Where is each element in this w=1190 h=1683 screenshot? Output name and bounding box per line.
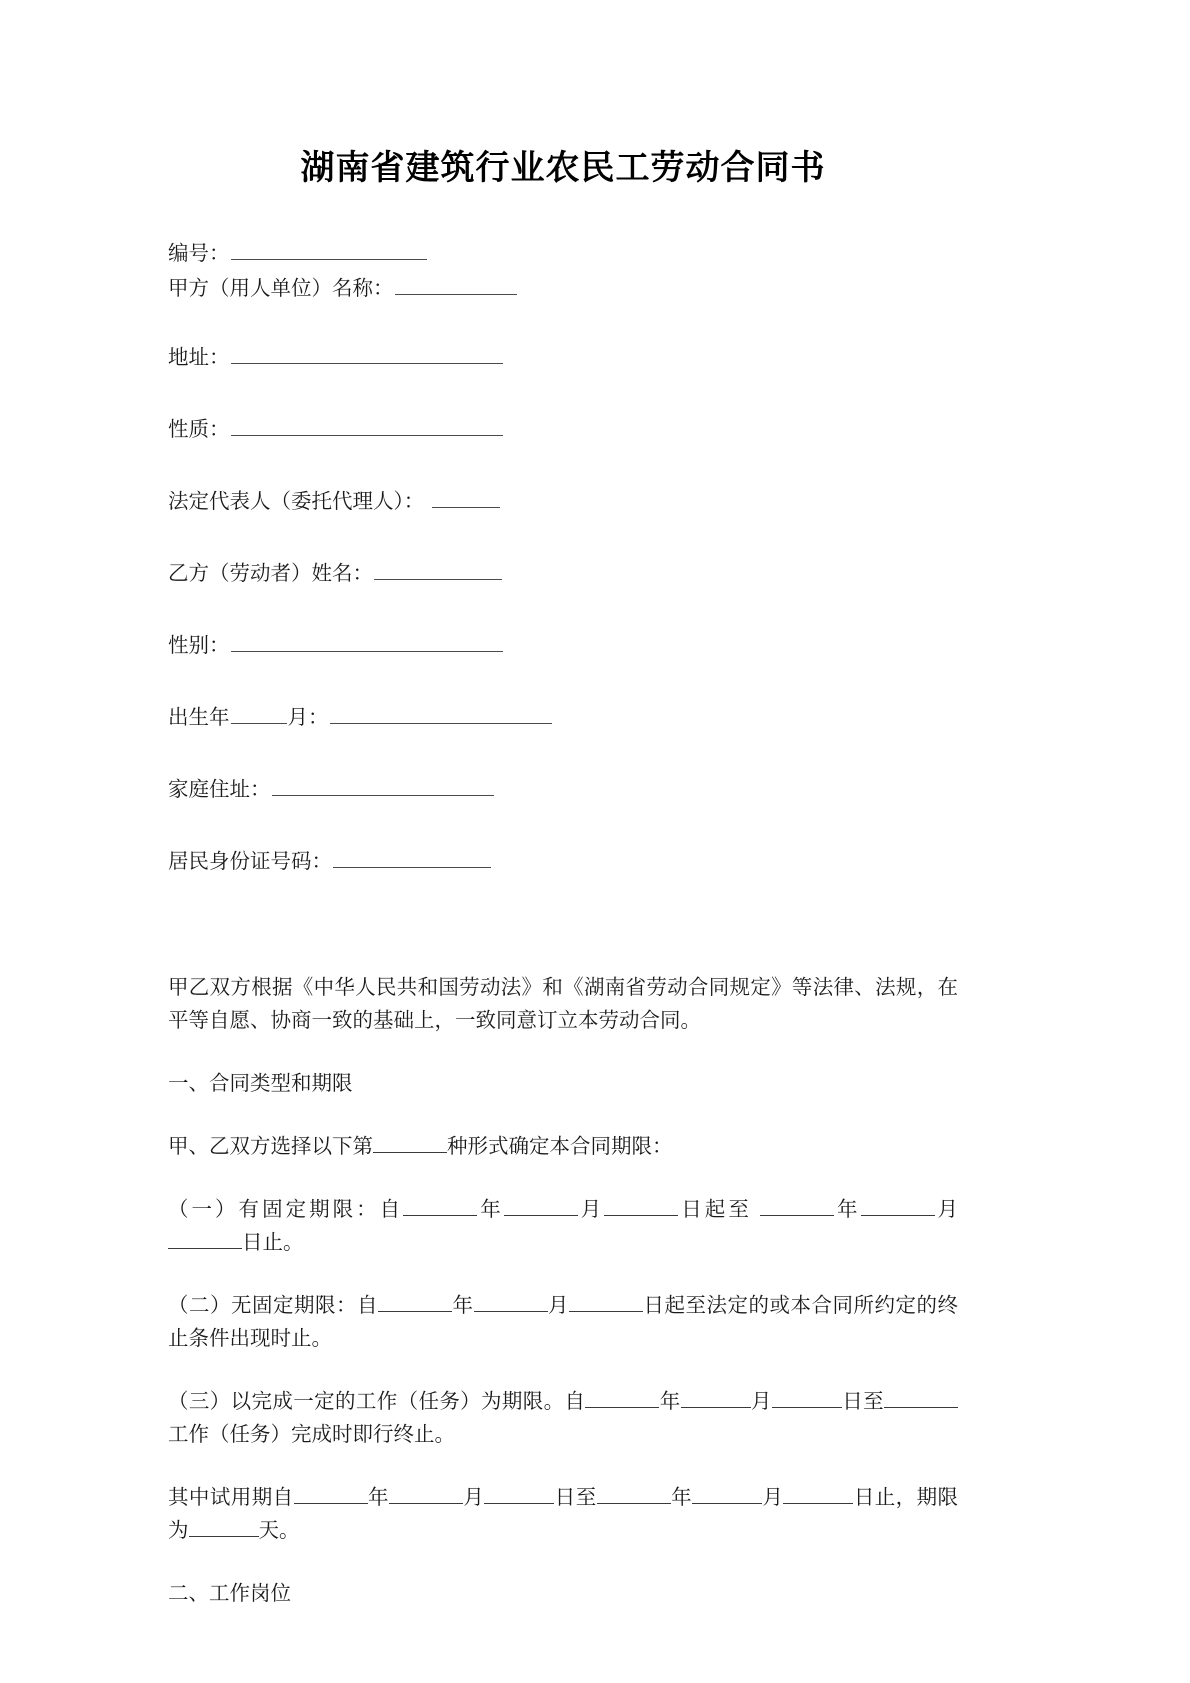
text-run: （二）无固定期限：自 — [168, 1294, 378, 1317]
text-run: （一）有固定期限：自 — [168, 1198, 404, 1221]
text-run: 月 — [750, 1390, 772, 1413]
field-label-id-number: 居民身份证号码： — [168, 850, 332, 873]
field-label-birth-month: 月： — [287, 706, 329, 729]
field-label-worker-name: 乙方（劳动者）姓名： — [168, 562, 373, 585]
text-run: 年 — [452, 1294, 474, 1317]
section-heading-work-position: 二、工作岗位 — [168, 1582, 291, 1605]
paragraph-option-open-ended — [168, 1290, 958, 1356]
blank-probation-days[interactable] — [189, 1516, 259, 1536]
text-run: 月 — [762, 1486, 784, 1509]
text-run: 年 — [833, 1198, 861, 1221]
blank-contract-number[interactable] — [231, 239, 427, 259]
field-label-employer-name: 甲方（用人单位）名称： — [168, 277, 394, 300]
text-run: 月 — [547, 1294, 569, 1317]
blank-employer-nature[interactable] — [231, 415, 503, 435]
blank-open-start-day[interactable] — [569, 1291, 643, 1311]
field-worker-gender — [168, 629, 958, 664]
blank-home-address[interactable] — [272, 775, 494, 795]
text-run: 日止。 — [242, 1231, 304, 1254]
blank-fixed-end-month-a[interactable] — [861, 1195, 935, 1215]
text-run: 日起至法定的或本合同所约定的终止条件出现时止。 — [168, 1294, 958, 1350]
field-worker-name — [168, 557, 958, 592]
blank-fixed-end-day[interactable] — [168, 1228, 242, 1248]
blank-probation-start-day[interactable] — [484, 1483, 554, 1503]
blank-task-start-day[interactable] — [772, 1387, 842, 1407]
blank-task-start-month[interactable] — [681, 1387, 751, 1407]
blank-worker-name[interactable] — [374, 559, 502, 579]
blank-open-start-month[interactable] — [474, 1291, 548, 1311]
text-run: 日止，期限为 — [168, 1486, 959, 1542]
preamble-paragraph: 甲乙双方根据《中华人民共和国劳动法》和《湖南省劳动合同规定》等法律、法规，在平等自愿、协商一致的基础上，一致同意订立本劳动合同。 — [168, 976, 958, 1032]
blank-probation-end-day[interactable] — [783, 1483, 853, 1503]
field-label-home-address: 家庭住址： — [168, 778, 271, 801]
blank-fixed-start-year[interactable] — [403, 1195, 477, 1215]
blank-employer-address[interactable] — [231, 343, 503, 363]
field-employer-name — [168, 272, 958, 307]
text-run: 日至 — [554, 1486, 597, 1509]
blank-birth-month[interactable] — [330, 703, 552, 723]
field-label-legal-representative: 法定代表人（委托代理人）： — [168, 490, 425, 513]
blank-form-number[interactable] — [373, 1132, 447, 1152]
blank-open-start-year[interactable] — [378, 1291, 452, 1311]
text-run: 种形式确定本合同期限： — [447, 1135, 673, 1158]
blank-probation-end-year[interactable] — [597, 1483, 671, 1503]
blank-probation-end-month[interactable] — [692, 1483, 762, 1503]
paragraph-choose-form — [168, 1131, 958, 1164]
blank-fixed-end-year[interactable] — [760, 1195, 834, 1215]
field-worker-birth-date — [168, 701, 958, 736]
text-run: 天。 — [258, 1519, 300, 1542]
text-run: 甲、乙双方选择以下第 — [168, 1135, 373, 1158]
paragraph-option-task-based — [168, 1386, 958, 1452]
text-run: 月 — [577, 1198, 605, 1221]
blank-employer-name[interactable] — [395, 274, 517, 294]
blank-id-number[interactable] — [333, 847, 491, 867]
text-run: 日起至 — [678, 1198, 760, 1221]
blank-task-start-year[interactable] — [585, 1387, 659, 1407]
blank-worker-gender[interactable] — [231, 631, 503, 651]
field-label-contract-number: 编号： — [168, 242, 230, 265]
text-run: 年 — [670, 1486, 693, 1509]
field-label-birth-year: 出生年 — [168, 706, 230, 729]
field-employer-address — [168, 341, 958, 376]
field-legal-representative — [168, 485, 958, 520]
field-label-employer-nature: 性质： — [168, 418, 230, 441]
document-body — [168, 972, 958, 1611]
text-run: 月 — [462, 1486, 485, 1509]
page-title: 湖南省建筑行业农民工劳动合同书 — [300, 150, 826, 187]
text-run: 年 — [659, 1390, 681, 1413]
blank-probation-start-month[interactable] — [389, 1483, 463, 1503]
text-run: 年 — [367, 1486, 389, 1509]
blank-task-description[interactable] — [884, 1387, 958, 1407]
blank-probation-start-year[interactable] — [294, 1483, 368, 1503]
section-heading-contract-type-term: 一、合同类型和期限 — [168, 1072, 353, 1095]
field-worker-home-address — [168, 773, 958, 808]
field-label-worker-gender: 性别： — [168, 634, 230, 657]
document-content — [168, 0, 958, 1641]
field-contract-number — [168, 237, 958, 272]
header-fields — [168, 237, 958, 880]
field-worker-id-number — [168, 845, 958, 880]
blank-birth-year[interactable] — [231, 703, 287, 723]
blank-legal-representative[interactable] — [432, 487, 500, 507]
text-run: 工作（任务）完成时即行终止。 — [168, 1423, 455, 1446]
blank-fixed-start-day[interactable] — [604, 1195, 678, 1215]
paragraph-probation-period — [168, 1482, 958, 1548]
text-run: 日至 — [841, 1390, 885, 1413]
text-run: 年 — [477, 1198, 504, 1221]
field-employer-nature — [168, 413, 958, 448]
text-run: （三）以完成一定的工作（任务）为期限。自 — [168, 1390, 586, 1413]
paragraph-option-fixed-term — [168, 1194, 958, 1260]
blank-fixed-start-month[interactable] — [504, 1195, 578, 1215]
text-run: 其中试用期自 — [168, 1486, 294, 1509]
text-run: 月 — [934, 1198, 959, 1221]
field-label-employer-address: 地址： — [168, 346, 230, 369]
